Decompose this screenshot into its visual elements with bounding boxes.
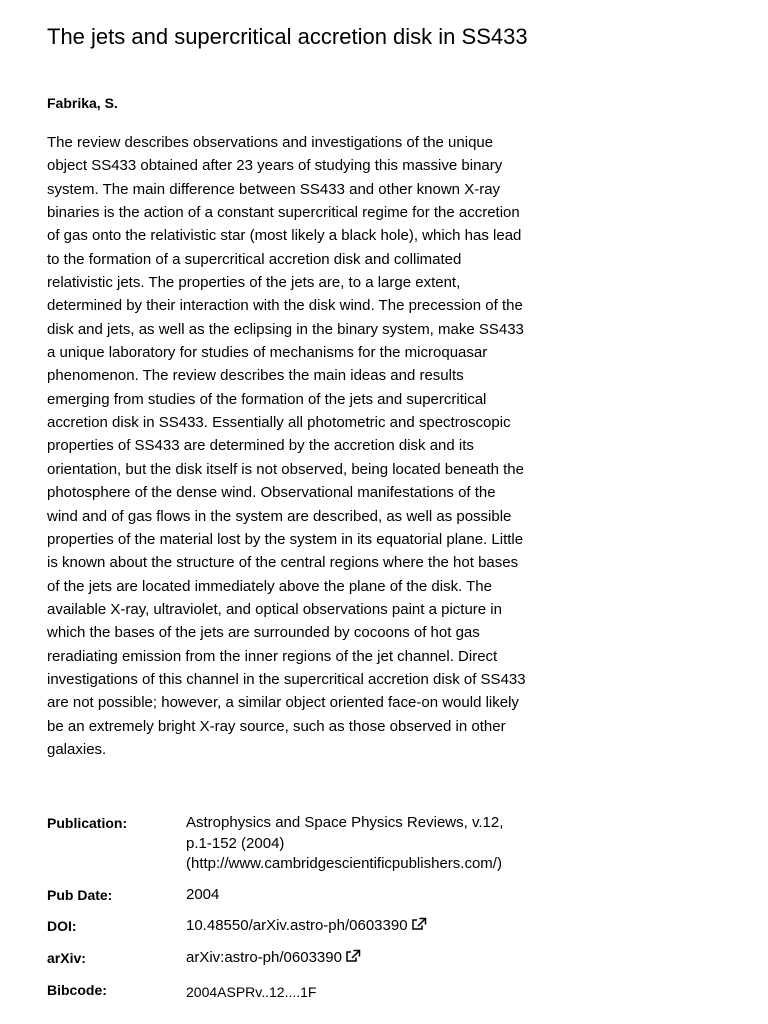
bibcode-label: Bibcode: xyxy=(47,982,107,998)
publication-journal: Astrophysics and Space Physics Reviews, v.12, xyxy=(186,814,504,831)
publication-pages: p.1-152 (2004) xyxy=(186,834,285,852)
doi-label: DOI: xyxy=(47,918,77,934)
external-link-icon[interactable] xyxy=(345,949,361,963)
publication-url: (http://www.cambridgescientificpublishers.com/) xyxy=(186,855,502,872)
external-link-icon[interactable] xyxy=(411,917,427,931)
author-name[interactable]: Fabrika, S. xyxy=(47,95,118,111)
abstract-text: The review describes observations and investigations of the unique object SS433 obtained after 23 years of studying this massive binary system. The main difference between SS433 and other known X-ray binaries is the action of a constant supercritical regime for the accretion of gas onto the relativistic star (most likely a black hole), which has lead to the formation of a supercritical accretion disk and collimated relativistic jets. The properties of the jets are, to a large extent, determined by their interaction with the disk wind. The precession of the disk and jets, as well as the eclipsing in the binary system, make SS433 a unique laboratory for studies of mechanisms for the microquasar phenomenon. The review describes the main ideas and results emerging from studies of the formation of the jets and supercritical accretion disk in SS433. Essentially all photometric and spectroscopic properties of SS433 are determined by the accretion disk and its orientation, but the disk itself is not observed, being located beneath the photosphere of the dense wind. Observational manifestations of the wind and of gas flows in the system are described, as well as possible properties of the material lost by the system in its equatorial plane. Little is known about the structure of the central regions where the hot bases of the jets are located immediately above the plane of the disk. The available X-ray, ultraviolet, and optical observations paint a picture in which the bases of the jets are surrounded by cocoons of hot gas reradiating emission from the inner regions of the jet channel. Direct investigations of this channel in the supercritical accretion disk of SS433 are not possible; however, a similar object oriented face-on would likely be an extremely bright X-ray source, such as those observed in other galaxies. xyxy=(47,134,526,758)
arxiv-label: arXiv: xyxy=(47,950,86,966)
arxiv-link[interactable] xyxy=(186,948,566,969)
pubdate-value: 2004 xyxy=(186,886,220,903)
doi-link[interactable] xyxy=(186,916,566,937)
paper-title: The jets and supercritical accretion disk in SS433 xyxy=(47,24,528,49)
doi-value[interactable]: 10.48550/arXiv.astro-ph/0603390 xyxy=(186,917,408,934)
pubdate-label: Pub Date: xyxy=(47,887,113,903)
publication-value xyxy=(186,813,566,875)
arxiv-value[interactable]: arXiv:astro-ph/0603390 xyxy=(186,949,342,966)
publication-label: Publication: xyxy=(47,815,128,831)
bibcode-value: 2004ASPRv..12....1F xyxy=(186,984,317,1000)
